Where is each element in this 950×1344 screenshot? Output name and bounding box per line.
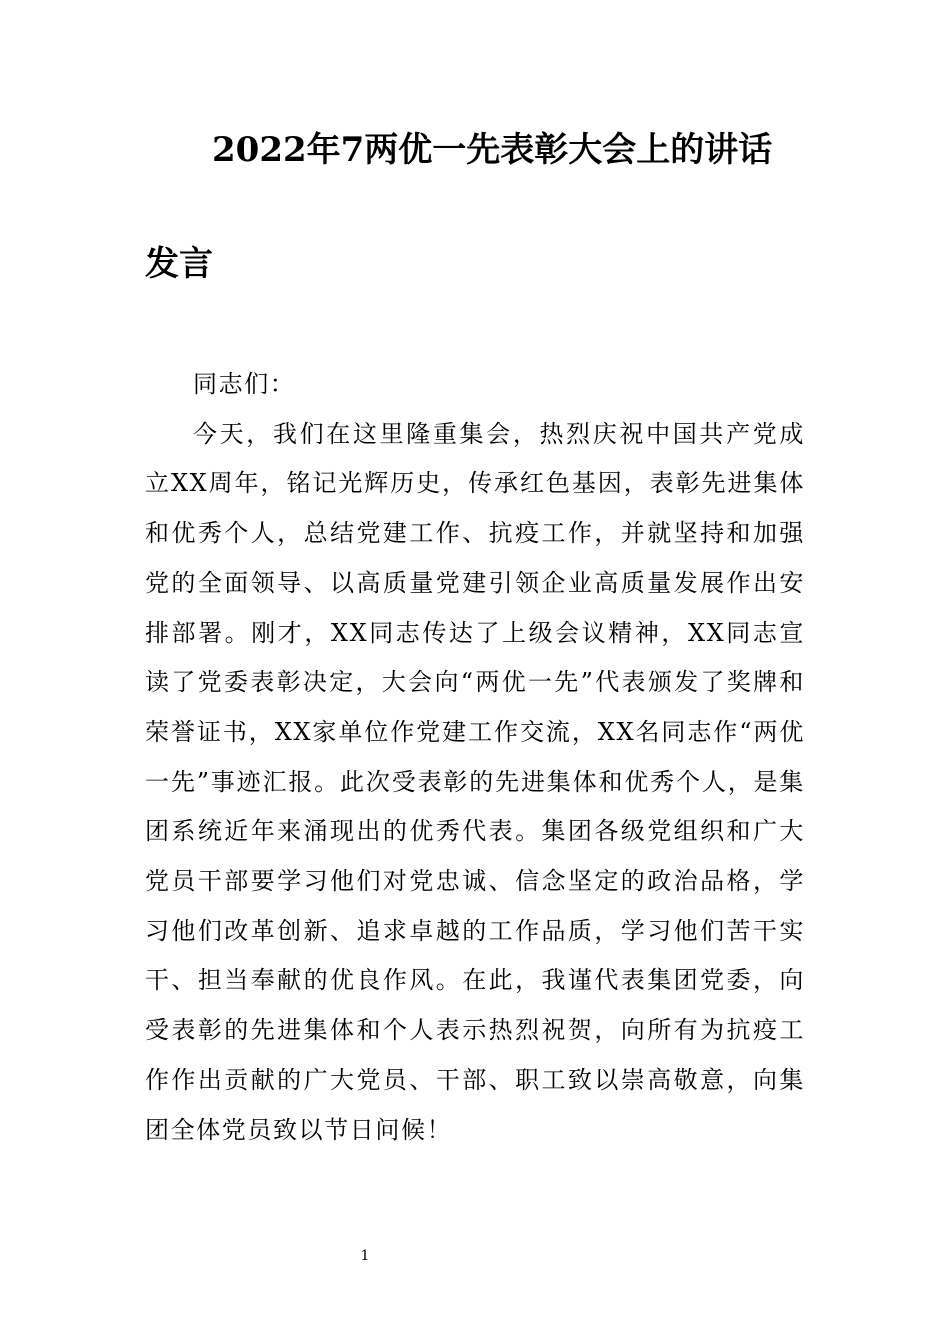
body-paragraph: 今天，我们在这里隆重集会，热烈庆祝中国共产党成立XX周年，铭记光辉历史，传承红色基因，表彰先进集体和优秀个人，总结党建工作、抗疫工作，并就坚持和加强党的全面领导、以高质量党建引领企业高质量发展作出安排部署。刚才，XX同志传达了上级会议精神，XX同志宣读了党委表彰决定，大会向“两优一先”代表颁发了奖牌和荣誉证书，XX家单位作党建工作交流，XX名同志作“两优一先”事迹汇报。此次受表彰的先进集体和优秀个人，是集团系统近年来涌现出的优秀代表。集团各级党组织和广大党员干部要学习他们对党忠诚、信念坚定的政治品格，学习他们改革创新、追求卓越的工作品质，学习他们苦干实干、担当奉献的优良作风。在此，我谨代表集团党委，向受表彰的先进集体和个人表示热烈祝贺，向所有为抗疫工作作出贡献的广大党员、干部、职工致以崇高敬意，向集团全体党员致以节日问候！: [145, 419, 805, 1144]
page-number: 1: [360, 1248, 370, 1264]
document-body: [145, 360, 805, 1155]
greeting-paragraph: 同志们：: [193, 370, 296, 398]
document-title: 2022年7两优一先表彰大会上的讲话: [212, 130, 773, 170]
document-title-continued: 发言: [145, 244, 213, 284]
